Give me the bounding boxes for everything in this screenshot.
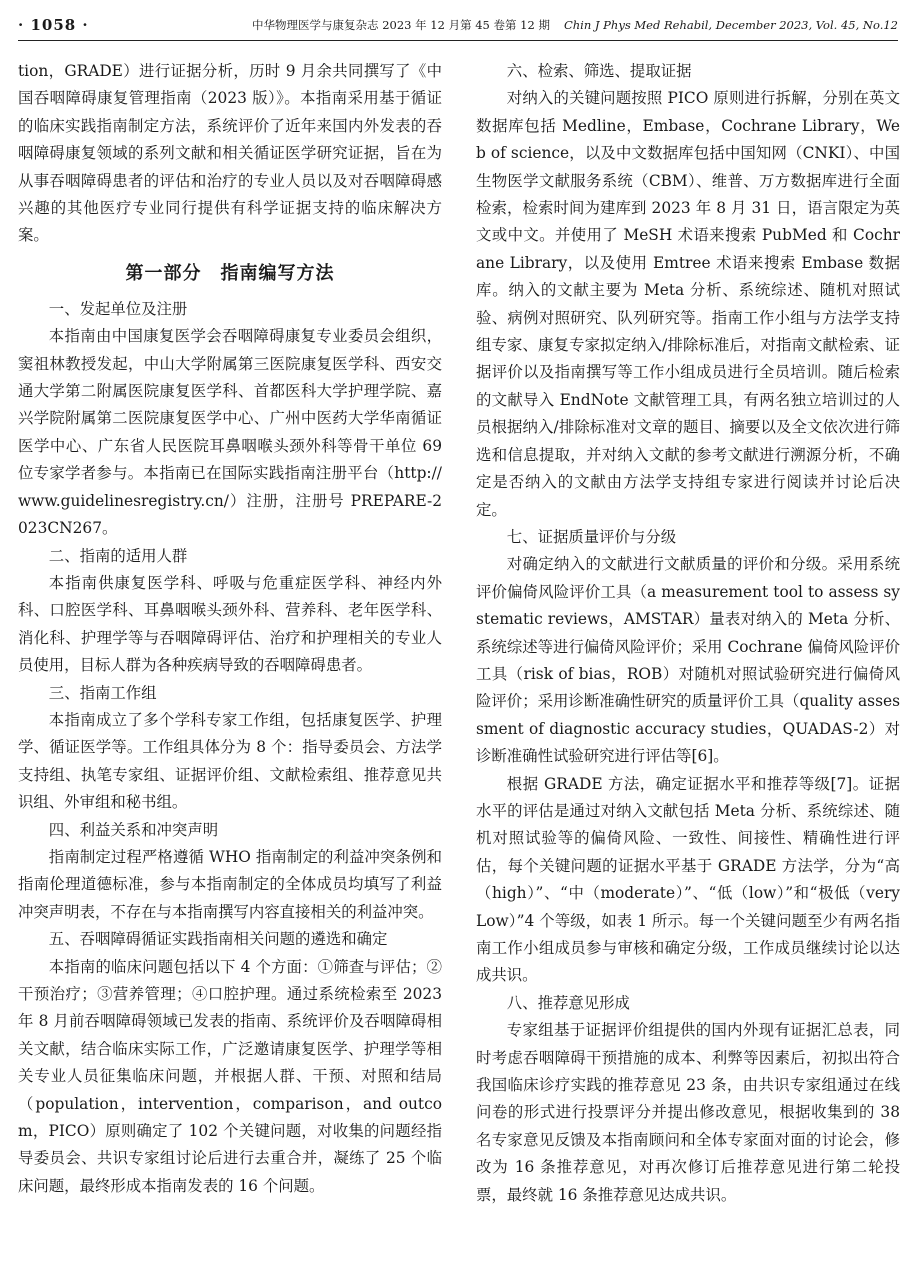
right-column <box>476 58 900 1270</box>
section-body-question-selection: 本指南的临床问题包括以下 4 个方面：①筛查与评估；②干预治疗；③营养管理；④口腔护理。通过系统检索至 2023 年 8 月前吞咽障碍领域已发表的指南、系统评价及吞咽障碍相关文献，结合临床实际工作，广泛邀请康复医学、护理学等相关专业人员征集临床问题，并根据人群、干预、对照和结局（population，intervention，comparison，and outcom，PICO）原则确定了 102 个关键问题，对收集的问题经指导委员会、共识专家组讨论后进行去重合并，凝练了 25 个临床问题，最终形成本指南发表的 16 个问题。 <box>18 957 442 1195</box>
section-heading-recommendations: 八、推荐意见形成 <box>506 993 630 1012</box>
running-header <box>18 10 898 41</box>
page-number: · 1058 · <box>18 16 89 34</box>
section-body-sponsor: 本指南由中国康复医学会吞咽障碍康复专业委员会组织，窦祖林教授发起，中山大学附属第三医院康复医学科、西安交通大学第二附属医院康复医学科、首都医科大学护理学院、嘉兴学院附属第二医院康复医学中心、广州中医药大学华南循证医学中心、广东省人民医院耳鼻咽喉头颈外科等骨干单位 69 位专家学者参与。本指南已在国际实践指南注册平台（http://www.guidelinesregistry.cn/）注册，注册号 PREPARE-2023CN267。 <box>18 327 442 538</box>
section-heading-question-selection: 五、吞咽障碍循证实践指南相关问题的遴选和确定 <box>48 930 388 949</box>
journal-name-chinese: 中华物理医学与康复杂志 2023 年 12 月第 45 卷第 12 期 <box>252 18 550 32</box>
journal-name-english: Chin J Phys Med Rehabil, December 2023, Vol. 45, No.12 <box>563 18 898 32</box>
section-body-evidence-grading-2: 根据 GRADE 方法，确定证据水平和推荐等级[7]。证据水平的评估是通过对纳入文献包括 Meta 分析、系统综述、随机对照试验等的偏倚风险、一致性、间接性、精确性进行评估，每个关键问题的证据水平基于 GRADE 方法学，分为“高（high）”、“中（moderate）”、“低（low）”和“极低（very Low）”4 个等级，如表 1 所示。每一个关键问题至少有两名指南工作小组成员参与审核和确定分级，工作成员继续讨论以达成共识。 <box>476 774 900 985</box>
section-heading-sponsor: 一、发起单位及注册 <box>48 299 188 318</box>
part-one-heading: 第一部分 指南编写方法 <box>125 262 335 284</box>
section-body-working-group: 本指南成立了多个学科专家工作组，包括康复医学、护理学、循证医学等。工作组具体分为 8 个：指导委员会、方法学支持组、执笔专家组、证据评价组、文献检索组、推荐意见共识组、外审组和秘书组。 <box>18 710 442 812</box>
journal-citation <box>252 10 898 40</box>
intro-paragraph: tion，GRADE）进行证据分析，历时 9 月余共同撰写了《中国吞咽障碍康复管理指南（2023 版）》。本指南采用基于循证的临床实践指南制定方法，系统评价了近年来国内外发表的吞咽障碍康复领域的系列文献和相关循证医学研究证据，旨在为从事吞咽障碍患者的评估和治疗的专业人员以及对吞咽障碍感兴趣的其他医疗专业同行提供有科学证据支持的临床解决方案。 <box>18 62 442 245</box>
section-heading-evidence-grading: 七、证据质量评价与分级 <box>506 527 677 546</box>
section-body-evidence-retrieval: 对纳入的关键问题按照 PICO 原则进行拆解，分别在英文数据库包括 Medline，Embase，Cochrane Library，Web of science，以及中文数据库包括中国知网（CNKI）、中国生物医学文献服务系统（CBM）、维普、万方数据库进行全面检索，检索时间为建库到 2023 年 8 月 31 日，语言限定为英文或中文。并使用了 MeSH 术语来搜索 PubMed 和 Cochrane Library，以及使用 Emtree 术语来搜索 Embase 数据库。纳入的文献主要为 Meta 分析、系统综述、随机对照试验、病例对照研究、队列研究等。指南工作小组与方法学支持组专家、康复专家拟定纳入/排除标准后，对指南文献检索、证据评价以及指南撰写等工作小组成员进行全员培训。随后检索的文献导入 EndNote 文献管理工具，有两名独立培训过的人员根据纳入/排除标准对文章的题目、摘要以及全文依次进行筛选和信息提取，并对纳入文献的参考文献进行溯源分析，不确定是否纳入的文献由方法学支持组专家进行阅读并讨论后决定。 <box>476 89 900 519</box>
section-heading-working-group: 三、指南工作组 <box>48 683 157 702</box>
section-heading-evidence-retrieval: 六、检索、筛选、提取证据 <box>506 62 692 80</box>
section-body-recommendations: 专家组基于证据评价组提供的国内外现有证据汇总表，同时考虑吞咽障碍干预措施的成本、利弊等因素后，初拟出符合我国临床诊疗实践的推荐意见 23 条，由共识专家组通过在线问卷的形式进行投票评分并提出修改意见，根据收集到的 38 名专家意见反馈及本指南顾问和全体专家面对面的讨论会，修改为 16 条推荐意见，对再次修订后推荐意见进行第二轮投票，最终就 16 条推荐意见达成共识。 <box>476 1021 900 1204</box>
section-body-conflict-of-interest: 指南制定过程严格遵循 WHO 指南制定的利益冲突条例和指南伦理道德标准，参与本指南制定的全体成员均填写了利益冲突声明表，不存在与本指南撰写内容直接相关的利益冲突。 <box>18 847 442 921</box>
section-body-evidence-grading-1: 对确定纳入的文献进行文献质量的评价和分级。采用系统评价偏倚风险评价工具（a measurement tool to assess systematic reviews，AMSTAR）量表对纳入的 Meta 分析、系统综述等进行偏倚风险评价；采用 Cochrane 偏倚风险评价工具（risk of bias，ROB）对随机对照试验研究进行偏倚风险评价；采用诊断准确性研究的质量评价工具（quality assessment of diagnostic accuracy studies，QUADAS-2）对诊断准确性试验研究进行评估等[6]。 <box>476 555 900 766</box>
left-column <box>18 58 442 1270</box>
section-heading-target-users: 二、指南的适用人群 <box>48 546 188 565</box>
section-heading-conflict-of-interest: 四、利益关系和冲突声明 <box>48 820 219 839</box>
section-body-target-users: 本指南供康复医学科、呼吸与危重症医学科、神经内外科、口腔医学科、耳鼻咽喉头颈外科、营养科、老年医学科、消化科、护理学等与吞咽障碍评估、治疗和护理相关的专业人员使用，目标人群为各种疾病导致的吞咽障碍患者。 <box>18 573 442 675</box>
